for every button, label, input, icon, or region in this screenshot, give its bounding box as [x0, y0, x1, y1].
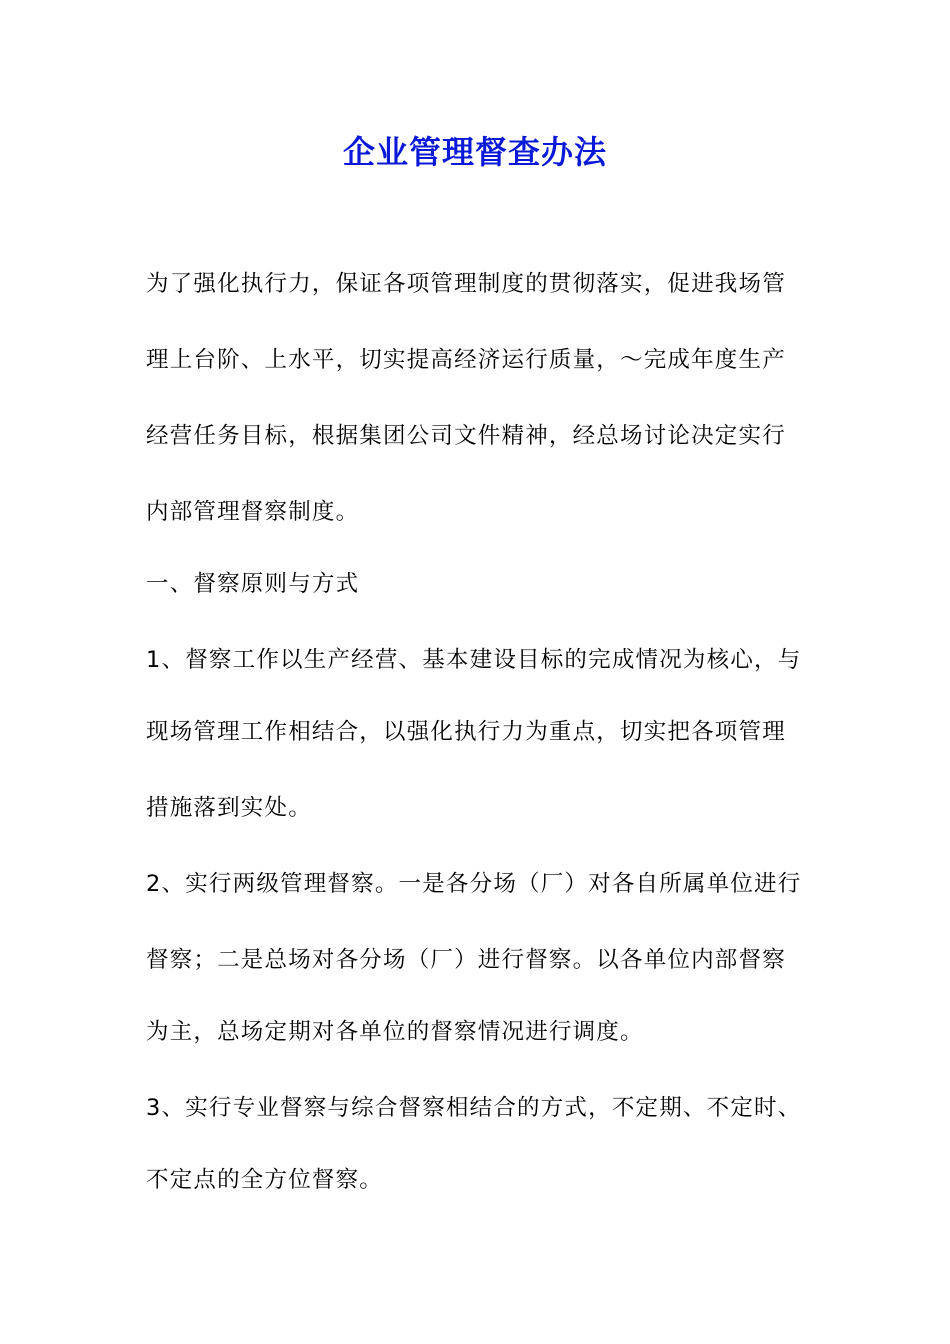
- body-line-7: 现场管理工作相结合，以强化执行力为重点，切实把各项管理: [146, 719, 786, 745]
- body-line-2: 理上台阶、上水平，切实提高经济运行质量，～完成年度生产: [146, 347, 786, 373]
- document-title: 企业管理督查办法: [342, 133, 607, 171]
- body-line-4: 内部管理督察制度。: [146, 499, 360, 525]
- body-line-8: 措施落到实处。: [146, 795, 312, 821]
- body-line-11: 为主，总场定期对各单位的督察情况进行调度。: [146, 1019, 644, 1045]
- section-heading-1: 一、督察原则与方式: [146, 571, 360, 597]
- body-line-3: 经营任务目标，根据集团公司文件精神，经总场讨论决定实行: [146, 423, 786, 449]
- body-line-12: 3、实行专业督察与综合督察相结合的方式，不定期、不定时、: [146, 1095, 802, 1121]
- body-line-1: 为了强化执行力，保证各项管理制度的贯彻落实，促进我场管: [146, 271, 786, 297]
- body-line-9: 2、实行两级管理督察。一是各分场（厂）对各自所属单位进行: [146, 871, 802, 897]
- body-line-10: 督察；二是总场对各分场（厂）进行督察。以各单位内部督察: [146, 947, 786, 973]
- body-line-13: 不定点的全方位督察。: [146, 1167, 384, 1193]
- body-line-6: 1、督察工作以生产经营、基本建设目标的完成情况为核心，与: [146, 647, 802, 673]
